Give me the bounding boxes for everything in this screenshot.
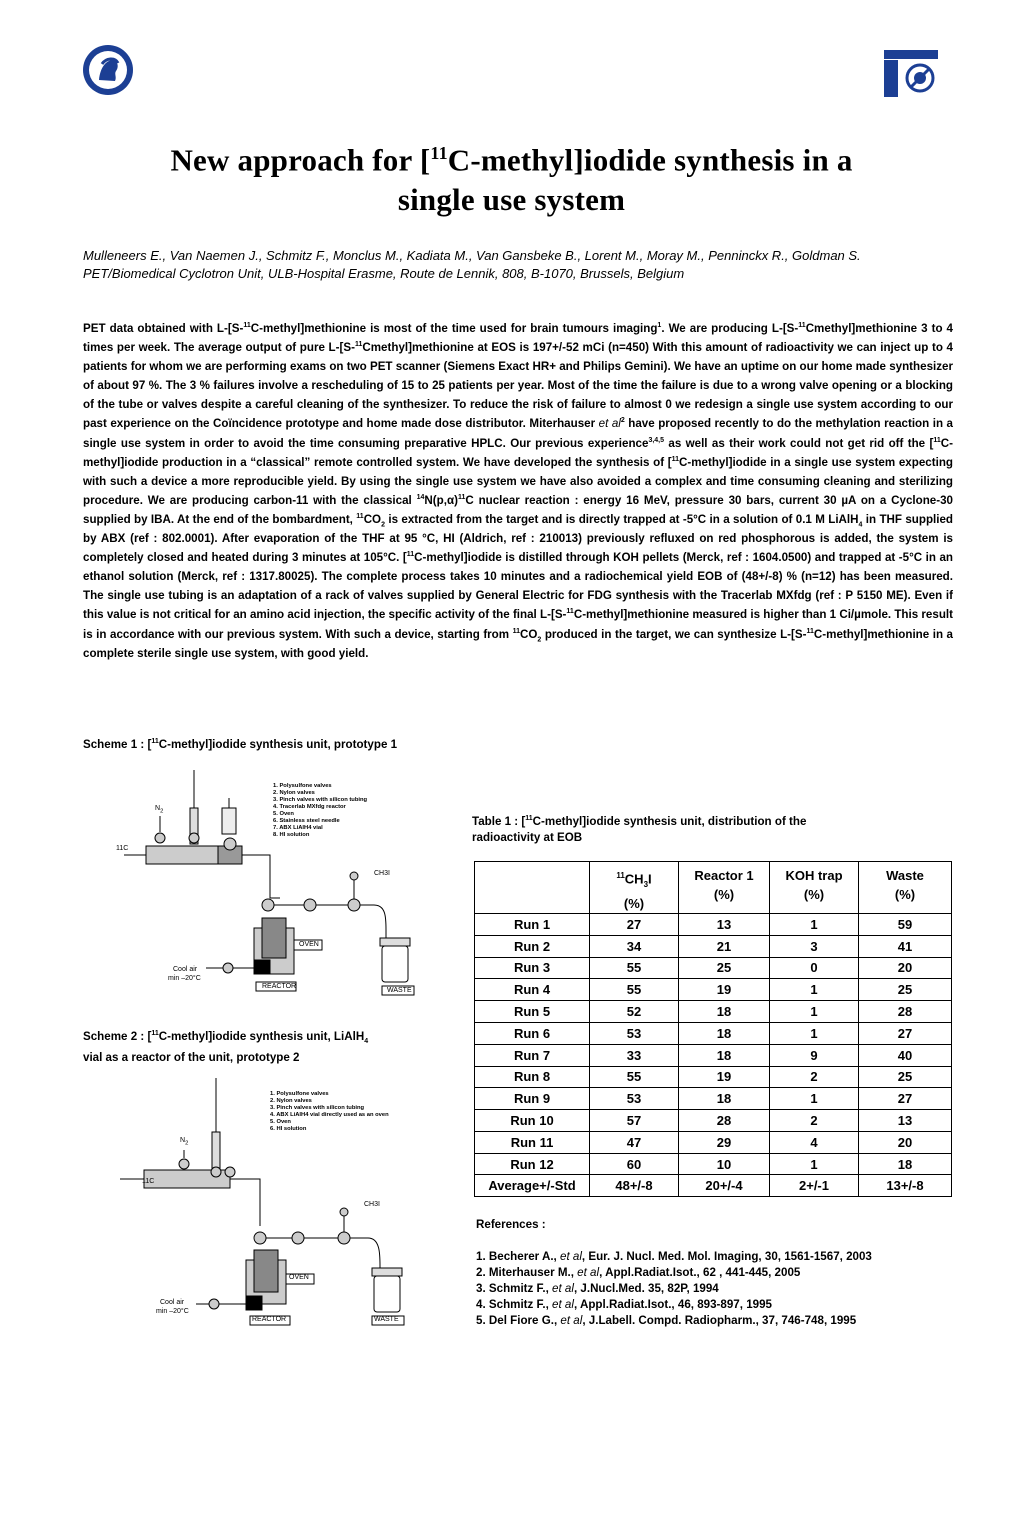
table-row: Run 6 53 18 1 27 (475, 1022, 952, 1044)
abstract-text: PET data obtained with L-[S-$^{11}$C-methyl]methionine is most of the time used for brain tumours imaging$^1$. We are producing L-[S-$^{11}$Cmethyl]methionine 3 to 4 times per week. The average output of pure L-[S-$^{11}$Cmethyl]methionine at EOS is 197+/-52 mCi (n=450) With this amount of radioactivity we can inject up to 4 patients for whom we are performing exams on two PET scanner (Siemens Exact HR+ and Philips Gemini). We have an uptime on our home made synthesizer of about 97 %. The 3 % failures involve a rescheduling of 15 to 25 patients per year. Most of the time the failure is due to a wrong valve opening or a blocking of the tube or valves despite a careful cleaning of the synthesizer. To reduce the risk of failure to almost 0 we redesign a single use system according to our past experience on the Coïncidence prototype and home made dose distributor. Miterhauser et $al^2$ have proposed recently to do the methylation reaction in a single use system in order to avoid the time consuming preparative HPLC. Our previous experience$^{3,4,5}$ as well as their work could not get rid off the [$^{11}$C-methyl]iodide production in a “classical” remote controlled system. We have developed the synthesis of [$^{11}$C-methyl]iodide in a single use system expecting with such a device a more reproducible yield. By using the single use system we have also avoided a complex and time consuming cleaning and sterilizing procedure. We are producing carbon-11 with the classical $^{14}N(p,\alpha)^{11}C$ nuclear reaction : energy 16 MeV, pressure 30 bars, current 30 µA on a Cyclone-30 supplied by IBA. At the end of the bombardment, $^{11}CO_2$ is extracted from the target and is directly trapped at -5°C in a solution of 0.1 M LiAlH$_4$ in THF supplied by ABX (ref : 802.0001). After evaporation of the THF at 95 °C, HI (Aldrich, ref : 210013) previously refluxed on red phosphorous is added, the system is completely closed and heated during 3 minutes at 105°C. [$^{11}$C-methyl]iodide is distilled through KOH pellets (Merck, ref : 1604.0500) and trapped at -5°C in an ethanol solution (Merck, ref : 1317.80025). The complete process takes 10 minutes and a radiochemical yield EOB of (48+/-8) % (n=12) has been measured. The single use tubing is an adaptation of a rack of valves supplied by General Electric for FDG synthesis with the Tracerlab MXfdg (ref : P 5150 ME). Even if this value is not critical for an amino acid injection, the specific activity of the final L-[S-$^{11}$C-methyl]methionine measured is higher than 1 Ci/µmole. This result is in accordance with our previous system. With such a device, starting from $^{11}CO_2$ produced in the target, we can synthesize L-[S-$^{11}$C-methyl]methionine in a complete sterile single use system, with good yield. (83, 322, 954, 660)
header-waste: Waste (%) (859, 862, 952, 914)
table-row: Run 7 33 18 9 40 (475, 1044, 952, 1066)
header-reactor: Reactor 1 (%) (679, 862, 770, 914)
table-row: Run 2 34 21 3 41 (475, 935, 952, 957)
erasme-university-logo (82, 44, 134, 96)
table-row: Run 5 52 18 1 28 (475, 1001, 952, 1023)
table-caption: Table 1 : [$^{11}$C-methyl]iodide synthesis unit, distribution of the radioactivity at EOB (472, 814, 807, 844)
scheme1-diagram (110, 768, 420, 1000)
reference-item: 2. Miterhauser M., et al, Appl.Radiat.Isot., 62 , 441-445, 2005 (476, 1266, 801, 1279)
header-ch3i: $^{11}CH_3I$ (%) (590, 862, 679, 914)
scheme2-c11-label: 11C (142, 1178, 155, 1185)
table-row: Run 9 53 18 1 27 (475, 1088, 952, 1110)
reference-item: 1. Becherer A., et al, Eur. J. Nucl. Med. Mol. Imaging, 30, 1561-1567, 2003 (476, 1250, 872, 1263)
table-row: Run 1 27 13 1 59 (475, 913, 952, 935)
scheme2-reactor-label: REACTOR (252, 1316, 287, 1323)
authors-block (83, 247, 943, 282)
scheme2-oven-label: OVEN (289, 1274, 309, 1281)
scheme1-ch3i-label: CH3I (374, 870, 390, 877)
table-row-average: Average+/-Std 48+/-8 20+/-4 2+/-1 13+/-8 (475, 1175, 952, 1197)
table-row: Run 12 60 10 1 18 (475, 1153, 952, 1175)
affiliation: PET/Biomedical Cyclotron Unit, ULB-Hospital Erasme, Route de Lennik, 808, B-1070, Brussels, Belgium (83, 265, 685, 281)
scheme1-coolair-label: Cool air (173, 966, 198, 973)
table-row: Run 11 47 29 4 20 (475, 1131, 952, 1153)
scheme1-legend: 1. Polysulfone valves 2. Nylon valves 3. Pinch valves with silicon tubing 4. Tracerlab MXfdg reactor 5. Oven 6. Stainless steel needle 7. ABX LiAlH4 vial 8. HI solution (273, 783, 368, 838)
scheme2-n2-label: $N_2$ (180, 1137, 189, 1147)
references-title: References : (476, 1218, 546, 1231)
scheme1-caption: Scheme 1 : [$^{11}$C-methyl]iodide synthesis unit, prototype 1 (83, 738, 398, 751)
table-row: Run 10 57 28 2 13 (475, 1110, 952, 1132)
scheme2-coolmin-label: min –20°C (156, 1308, 189, 1315)
scheme2-ch3i-label: CH3I (364, 1201, 380, 1208)
references-list (476, 1249, 976, 1329)
scheme1-n2-label: $N_2$ (155, 805, 164, 815)
reference-item: 4. Schmitz F., et al, Appl.Radiat.Isot., 46, 893-897, 1995 (476, 1298, 772, 1311)
author-names: Mulleneers E., Van Naemen J., Schmitz F., Monclus M., Kadiata M., Van Gansbeke B., Lorent M., Moray M., Penninckx R., Goldman S. (83, 248, 861, 263)
table-row: Run 8 55 19 2 25 (475, 1066, 952, 1088)
scheme2-waste-label: WASTE (374, 1316, 399, 1323)
reference-item: 5. Del Fiore G., et al, J.Labell. Compd. Radiopharm., 37, 746-748, 1995 (476, 1314, 857, 1327)
poster-title: New approach for [$^{11}$C-methyl]iodide synthesis in a single use system (170, 142, 853, 218)
scheme2-coolair-label: Cool air (160, 1299, 185, 1306)
scheme1-c11-label: 11C (116, 845, 129, 852)
table-row: Run 4 55 19 1 25 (475, 979, 952, 1001)
header-koh: KOH trap (%) (770, 862, 859, 914)
hopital-erasme-pet-logo (884, 50, 938, 104)
table-row: Run 3 55 25 0 20 (475, 957, 952, 979)
scheme1-coolmin-label: min –20°C (168, 975, 201, 982)
table-header-row (475, 862, 952, 914)
scheme2-caption: Scheme 2 : [$^{11}$C-methyl]iodide synthesis unit, LiAlH$_4$ vial as a reactor of the unit, prototype 2 (83, 1029, 369, 1065)
scheme1-reactor-label: REACTOR (262, 983, 297, 990)
header-blank (475, 862, 590, 914)
scheme2-legend: 1. Polysulfone valves 2. Nylon valves 3. Pinch valves with silicon tubing 4. ABX LiAlH4 vial directly used as an oven 5. Oven 6. HI solution (270, 1091, 389, 1132)
scheme1-waste-label: WASTE (387, 987, 412, 994)
scheme1-oven-label: OVEN (299, 941, 319, 948)
distribution-table (474, 861, 952, 1197)
reference-item: 3. Schmitz F., et al, J.Nucl.Med. 35, 82P, 1994 (476, 1282, 719, 1295)
